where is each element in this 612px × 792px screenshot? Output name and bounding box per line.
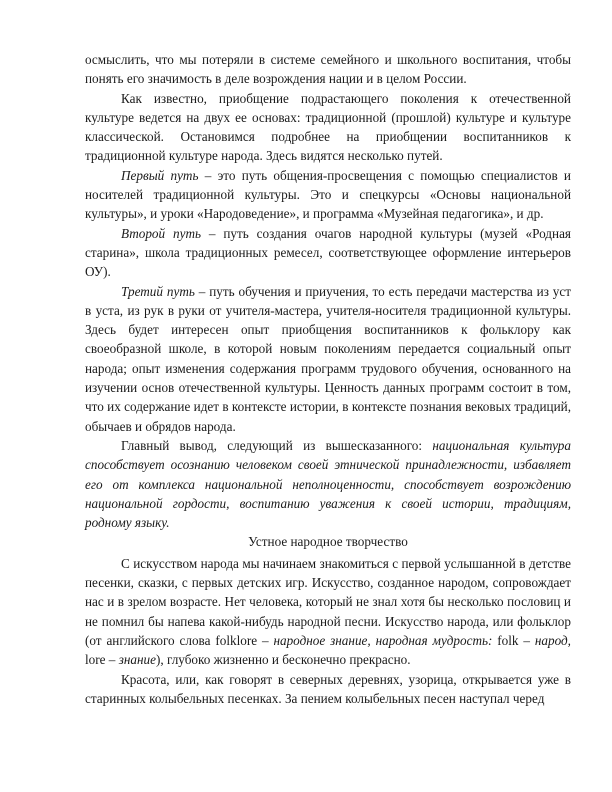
conclusion-lead: Главный вывод, следующий из вышесказанного:	[121, 437, 433, 453]
conclusion-italic: национальная культура способствует осознанию человеком своей этнической принадлежности, избавляет его от комплекса национальной неполноценности, способствует возрождению национальной гордости, воспитанию уважения к своей истории, традициям, родному языку.	[85, 437, 571, 531]
folklore-italic-2: народ,	[534, 632, 571, 648]
first-path-text: – это путь общения-просвещения с помощью специалистов и носителей традиционной культуры. Это и спецкурсы «Основы национальной культуры», и уроки «Народоведение», и программа «Музейная педагогика», и др.	[85, 167, 571, 222]
paragraph-second-path	[85, 224, 571, 282]
folklore-text-3: lore –	[85, 652, 119, 668]
section-heading: Устное народное творчество	[248, 534, 408, 550]
paragraph-conclusion	[85, 436, 571, 532]
third-path-text: – путь обучения и приучения, то есть передачи мастерства из уст в уста, из рук в руки от учителя-мастера, учителя-носителя традиционной культуры. Здесь будет интересен опыт приобщения воспитанников к фольклору как своеобразной школе, в которой новым поколениям передается социальный опыт народа; опыт изменения содержания программ трудового обучения, основанного на изучении основ отечественной культуры. Ценность данных программ состоит в том, что их содержание идет в контексте истории, в контексте познания вековых традиций, обычаев и обрядов народа.	[85, 283, 571, 434]
folklore-text-1: С искусством народа мы начинаем знакомиться с первой услышанной в детстве песенки, сказки, с первых детских игр. Искусство, созданное народом, сопровождает нас и в зрелом возрасте. Нет человека, который не знал хотя бы несколько пословиц и не помнил бы напева какой-нибудь народной песни. Искусство народа, или фольклор (от английского слова folklore –	[85, 555, 571, 648]
third-path-term: Третий путь	[121, 283, 195, 299]
paragraph-first-path	[85, 166, 571, 224]
paragraph-intro: Как известно, приобщение подрастающего поколения к отечественной культуре ведется на двух ее основах: традиционной (прошлой) культуре и культуре классической. Остановимся подробнее на приобщении воспитанников к традиционной культуре народа. Здесь видятся несколько путей.	[85, 90, 571, 164]
document-page	[85, 50, 571, 708]
folklore-text-4: ), глубоко жизненно и бесконечно прекрасно.	[155, 652, 411, 668]
folklore-text-2: folk –	[492, 632, 535, 648]
second-path-term: Второй путь	[121, 225, 201, 241]
folklore-italic-3: знание	[118, 652, 156, 668]
paragraph-beauty: Красота, или, как говорят в северных деревнях, узорица, открывается уже в старинных колыбельных песенках. За пением колыбельных песен наступал черед	[85, 671, 571, 706]
second-path-text: – путь создания очагов народной культуры (музей «Родная старина», школа традиционных ремесел, соответствующее оформление интерьеров ОУ).	[85, 225, 571, 280]
paragraph-continuation: осмыслить, что мы потеряли в системе семейного и школьного воспитания, чтобы понять его значимость в деле возрождения нации и в целом России.	[85, 52, 571, 87]
paragraph-folklore	[85, 554, 571, 670]
paragraph-third-path	[85, 282, 571, 436]
folklore-italic-1: народное знание, народная мудрость:	[273, 632, 493, 648]
first-path-term: Первый путь	[121, 167, 199, 183]
